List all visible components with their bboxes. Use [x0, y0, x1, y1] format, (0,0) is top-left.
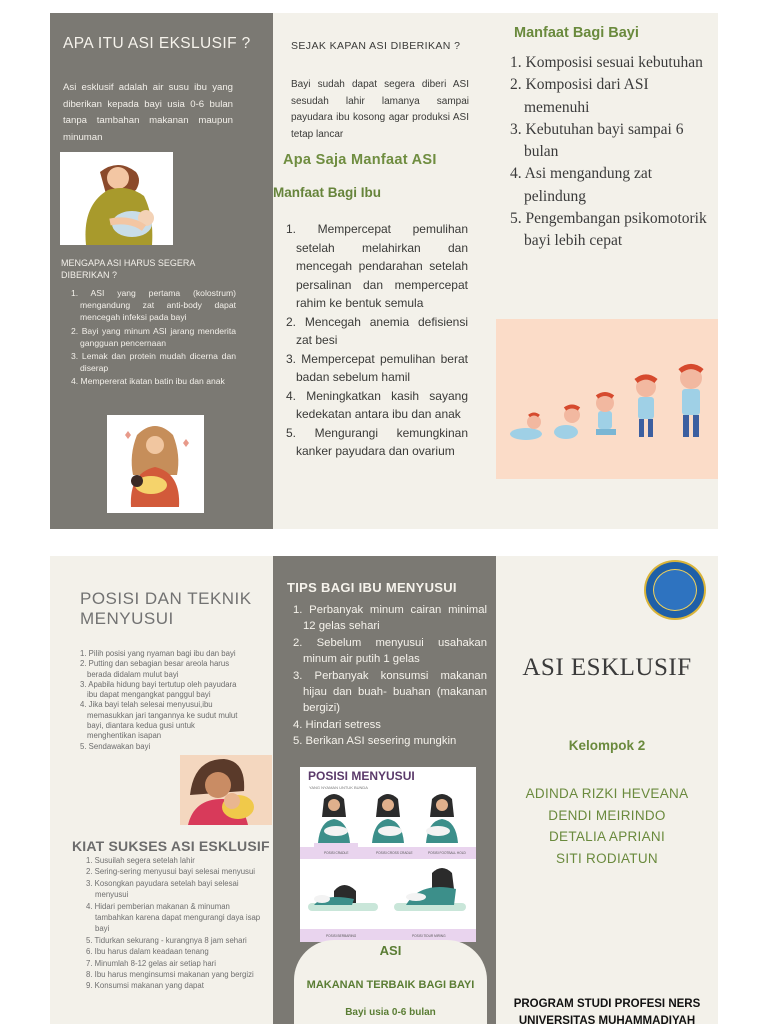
asi-card-heading: ASI: [379, 943, 402, 958]
reasons-list: [64, 287, 236, 389]
heading-posisi-teknik: POSISI DAN TEKNIK MENYUSUI: [80, 589, 252, 628]
list-item: 9. Konsumsi makanan yang dapat: [86, 981, 204, 991]
list-item: 1. Komposisi sesuai kebutuhan: [510, 54, 703, 71]
asi-card-subheading: MAKANAN TERBAIK BAGI BAYI: [306, 979, 475, 991]
heading-kiat-sukses: KIAT SUKSES ASI ESKLUSIF: [72, 838, 270, 854]
list-item: 5. Pengembangan psikomotorik bayi lebih cepat: [510, 210, 707, 250]
panel-cover: [496, 556, 718, 1024]
member-list: [496, 783, 718, 869]
list-item: 1. ASI yang pertama (kolostrum) mengandung zat anti-body dapat mencegah infeksi pada bayi: [71, 288, 236, 323]
label-tidur-miring: POSISI TIDUR MIRING: [412, 934, 446, 938]
heading-manfaat-bayi: Manfaat Bagi Bayi: [514, 25, 639, 41]
program-info: [496, 996, 718, 1024]
list-item: 2. Komposisi dari ASI memenuhi: [510, 76, 649, 116]
list-item: 4. Hindari setress: [293, 718, 381, 731]
list-item: 2. Sebelum menyusui usahakan minum air putih 1 gelas: [293, 636, 487, 666]
heading-manfaat-asi: Apa Saja Manfaat ASI: [283, 152, 437, 168]
university-logo-icon: [644, 560, 706, 620]
list-item: 5. Berikan ASI sesering mungkin: [293, 735, 457, 748]
label-football-hold: POSISI FOOTBALL HOLD: [428, 851, 466, 855]
label-cross-cradle: POSISI CROSS CRADLE: [376, 851, 413, 855]
posisi-teknik-list: [80, 649, 245, 752]
member-name: DENDI MEIRINDO: [548, 807, 666, 823]
label-berbaring: POSISI BERBARING: [326, 934, 357, 938]
list-item: 3. Apabila hidung bayi tertutup oleh payudara ibu dapat mengangkat panggul bayi: [80, 679, 237, 700]
mother-holding-baby-illustration: [180, 755, 272, 825]
list-item: 1. Susuilah segera setelah lahir: [86, 856, 195, 865]
kiat-sukses-list: [86, 855, 261, 992]
list-item: 5. Tidurkan sekurang - kurangnya 8 jam sehari: [86, 935, 247, 945]
list-item: 2. Sering-sering menyusui bayi selesai menyusui: [86, 867, 256, 877]
list-item: 2. Mencegah anemia defisiensi zat besi: [286, 314, 468, 347]
heading-tips-ibu: TIPS BAGI IBU MENYUSUI: [287, 580, 457, 595]
member-name: ADINDA RIZKI HEVEANA: [525, 786, 689, 801]
list-item: 3. Kosongkan payudara setelah bayi selesai menyusui: [86, 878, 239, 900]
posisi-menyusui-title: POSISI MENYUSUI: [308, 769, 415, 783]
list-item: 1. Perbanyak minum cairan minimal 12 gelas sehari: [293, 604, 487, 633]
list-item: 1. Pilih posisi yang nyaman bagi ibu dan bayi: [80, 649, 236, 658]
manfaat-bayi-list: [510, 52, 710, 253]
baby-growth-illustration: [496, 319, 718, 479]
member-name: SITI RODIATUN: [556, 850, 658, 866]
list-item: 3. Perbanyak konsumsi makanan hijau dan buah- buahan (makanan bergizi): [293, 669, 487, 715]
list-item: 3. Kebutuhan bayi sampai 6 bulan: [510, 120, 684, 161]
list-item: 4. Mempererat ikatan batin ibu dan anak: [71, 376, 225, 387]
asi-card-age: Bayi usia 0-6 bulan: [345, 1007, 436, 1018]
heading-sejak-kapan: SEJAK KAPAN ASI DIBERIKAN ?: [291, 40, 461, 52]
heading-manfaat-ibu: Manfaat Bagi Ibu: [273, 185, 382, 200]
list-item: 4. Jika bayi telah selesai menyusui,ibu memasukkan jari tangannya ke sudut mulut bayi, diantara kedua gusi untuk menghentikan isapan: [80, 700, 238, 741]
asi-makanan-card: [294, 940, 487, 1024]
panel-manfaat-bayi: [496, 13, 718, 529]
breastfeeding-mother-illustration: [60, 152, 173, 245]
panel-posisi-teknik: [50, 556, 273, 1024]
program-name: PROGRAM STUDI PROFESI NERS: [513, 998, 701, 1010]
list-item: 1. Mempercepat pemulihan setelah melahirkan dan mencegah pendarahan setelah persalinan dan mempercepat rahim ke bentuk semula: [286, 222, 468, 310]
label-cradle: POSISI CRADLE: [324, 851, 349, 855]
list-item: 4. Asi mengandung zat pelindung: [510, 165, 653, 205]
sejak-kapan-paragraph: Bayi sudah dapat segera diberi ASI sesudah lahir lamanya sampai payudara ibu kosong agar produksi ASI tetap lancar: [291, 79, 469, 140]
brochure-outside-page: [50, 556, 718, 1024]
subheading-mengapa-asi: MENGAPA ASI HARUS SEGERA DIBERIKAN ?: [61, 258, 195, 280]
hijab-mother-illustration: [107, 415, 204, 513]
definition-paragraph: Asi esklusif adalah air susu ibu yang diberikan kepada bayi usia 0-6 bulan tanpa tambahan makanan maupun minuman: [63, 82, 233, 143]
list-item: 6. Ibu harus dalam keadaan tenang: [86, 947, 209, 957]
list-item: 5. Mengurangi kemungkinan kanker payudara dan ovarium: [286, 425, 468, 458]
list-item: 2. Putting dan sebagian besar areola harus berada didalam mulut bayi: [80, 659, 230, 679]
list-item: 2. Bayi yang minum ASI jarang menderita gangguan pencernaan: [71, 325, 236, 348]
list-item: 7. Minumlah 8-12 gelas air setiap hari: [86, 958, 217, 968]
panel-tips-ibu: [273, 556, 496, 1024]
list-item: 3. Mempercepat pemulihan berat badan sebelum hamil: [286, 351, 468, 384]
cover-title: ASI ESKLUSIF: [522, 654, 692, 681]
list-item: 4. Hidari pemberian makanan & minuman tambahkan karena dapat mengurangi daya isap bayi: [86, 901, 261, 934]
tips-list: [291, 602, 487, 750]
member-name: DETALIA APRIANI: [548, 829, 666, 844]
group-name: Kelompok 2: [568, 738, 646, 753]
list-item: 5. Sendawakan bayi: [80, 741, 151, 751]
manfaat-ibu-list: [283, 220, 468, 461]
panel-sejak-kapan: [273, 13, 496, 529]
brochure-inside-page: [50, 13, 718, 529]
list-item: 4. Meningkatkan kasih sayang kedekatan antara ibu dan anak: [286, 388, 468, 421]
list-item: 3. Lemak dan protein mudah dicerna dan diserap: [71, 351, 236, 374]
list-item: 8. Ibu harus menginsumsi makanan yang bergizi: [86, 970, 254, 980]
heading-apa-itu-asi: APA ITU ASI EKSLUSIF ?: [63, 35, 251, 52]
posisi-menyusui-subtitle: YANG NYAMAN UNTUK BUNDA: [309, 785, 368, 790]
panel-apa-itu-asi: [50, 13, 273, 529]
university-name: UNIVERSITAS MUHAMMADIYAH: [518, 1015, 696, 1024]
posisi-menyusui-card: [300, 767, 476, 942]
posisi-menyusui-figures: [300, 767, 476, 942]
